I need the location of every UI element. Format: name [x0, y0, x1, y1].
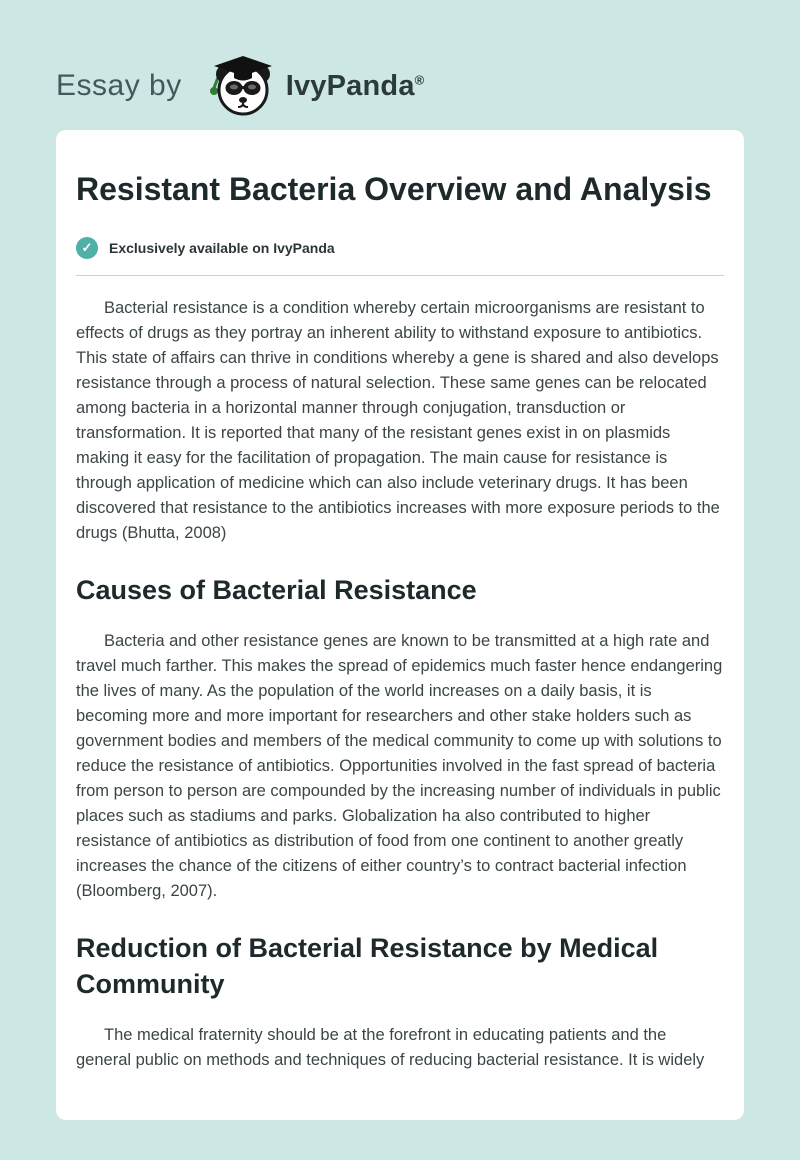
panda-graduate-icon: [198, 54, 276, 118]
header: [0, 0, 800, 130]
brand-name: [286, 70, 425, 103]
essay-card: [56, 130, 744, 1120]
section-heading-reduction: Reduction of Bacterial Resistance by Medical Community: [76, 932, 659, 1000]
essay-by-label: Essay by: [56, 69, 182, 102]
paragraph-reduction: The medical fraternity should be at the forefront in educating patients and the general public on methods and techniques of reducing bacterial resistance. It is widely: [76, 1025, 705, 1069]
check-icon: ✓: [76, 237, 98, 259]
divider: [76, 275, 724, 276]
paragraph-causes: Bacteria and other resistance genes are known to be transmitted at a high rate and travel much farther. This makes the spread of epidemics much faster hence endangering the lives of many. As the population of the world increases on a daily basis, it is becoming more and more important for researchers and other stake holders such as government bodies and members of the medical community to come up with solutions to reduce the resistance of antibiotics. Opportunities involved in the fast spread of bacteria from person to person are compounded by the increasing number of individuals in public places such as stadiums and parks. Globalization ha also contributed to higher resistance of antibiotics as distribution of food from one continent to another greatly increases the chance of the citizens of either country’s to contract bacterial infection (Bloomberg, 2007).: [76, 631, 723, 900]
paragraph-intro: Bacterial resistance is a condition whereby certain microorganisms are resistant to effects of drugs as they portray an inherent ability to withstand exposure to antibiotics. This state of affairs can thrive in conditions whereby a gene is shared and also develops resistance through a process of natural selection. These same genes can be relocated among bacteria in a horizontal manner through conjugation, transduction or transformation. It is reported that many of the resistant genes exist in on plasmids making it easy for the facilitation of propagation. The main cause for resistance is through application of medicine which can also include veterinary drugs. It has been discovered that resistance to the antibiotics increases with more exposure periods to the drugs (Bhutta, 2008): [76, 299, 720, 543]
essay-title: Resistant Bacteria Overview and Analysis: [76, 171, 712, 207]
registered-mark: ®: [414, 71, 425, 87]
ivypanda-logo: [198, 54, 276, 118]
brand-text: IvyPanda: [285, 69, 415, 102]
availability-text: Exclusively available on IvyPanda: [109, 240, 335, 257]
section-heading-causes: Causes of Bacterial Resistance: [76, 575, 477, 606]
availability-badge: [76, 237, 724, 259]
